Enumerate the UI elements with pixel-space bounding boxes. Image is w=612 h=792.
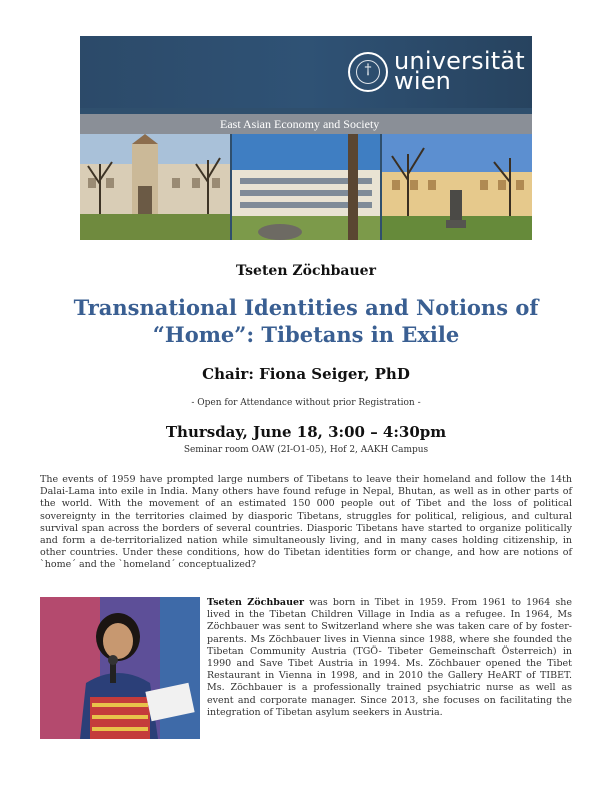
bio-text: was born in Tibet in 1959. From 1961 to 1964 she lived in the Tibetan Children Village in India as a refugee. In 1964, Ms Zöchbauer was sent to Switzerland where she was taken care of by foster-parents. Ms Zöchbauer lives in Vienna since 1988, where she founded the Tibetan Community Austria (TGÖ- Tibeter Gemeinschaft Österreich) in 1990 and Save Tibet Austria in 1994. Ms. Zöchbauer opened the Tibet Restaurant in Vienna in 1998, and in 2010 the Gallery HeART of TIBET. Ms. Zöchbauer is a professionally trained psychiatric nurse as well as event and corporate manager. Since 2013, she focuses on facilitating the integration of Tibetan asylum seekers in Austria.: [207, 597, 572, 718]
event-title-line-2: “Home”: Tibetans in Exile: [152, 322, 460, 347]
chair-line: Chair: Fiona Seiger, PhD: [202, 365, 410, 383]
event-title: [40, 294, 572, 348]
speaker-photo: [40, 597, 200, 739]
campus-photos: [80, 134, 532, 240]
event-title-line-1: Transnational Identities and Notions of: [73, 295, 539, 320]
bio-name: Tseten Zöchbauer: [207, 597, 305, 608]
header-banner: [80, 36, 532, 240]
logo-line-1: universität: [394, 47, 525, 75]
speaker-bio: [207, 597, 572, 719]
banner-brand-area: [80, 36, 532, 108]
university-logo: [394, 47, 525, 95]
event-location: Seminar room OAW (2I-O1-05), Hof 2, AAKH Campus: [183, 445, 429, 455]
attendance-note: - Open for Attendance without prior Registration -: [191, 398, 421, 408]
banner-subtitle: East Asian Economy and Society: [220, 117, 380, 131]
event-date: Thursday, June 18, 3:00 – 4:30pm: [165, 423, 447, 441]
university-seal-icon: [348, 52, 388, 92]
speaker-photo-image: [40, 597, 200, 739]
speaker-name: Tseten Zöchbauer: [236, 263, 376, 279]
logo-line-2: wien: [394, 67, 452, 95]
campus-photos-image: [80, 134, 532, 240]
abstract-paragraph: The events of 1959 have prompted large numbers of Tibetans to leave their homeland and follow the 14th Dalai-Lama into exile in India. Many others have found refuge in Nepal, Bhutan, as well as in other parts of the world. With the movement of an estimated 150 000 people out of Tibet and the loss of political sovereignty in the territories claimed by diasporic Tibetans, struggles for political, religious, and cultural survival span across the borders of several countries. Diasporic Tibetans have started to organize politically and form a de-territorialized nation while simultaneously living, and in many cases holding citizenship, in other countries. Under these conditions, how do Tibetan identities form or change, and how are notions of `home´ and the `homeland´ conceptualized?: [40, 474, 572, 571]
